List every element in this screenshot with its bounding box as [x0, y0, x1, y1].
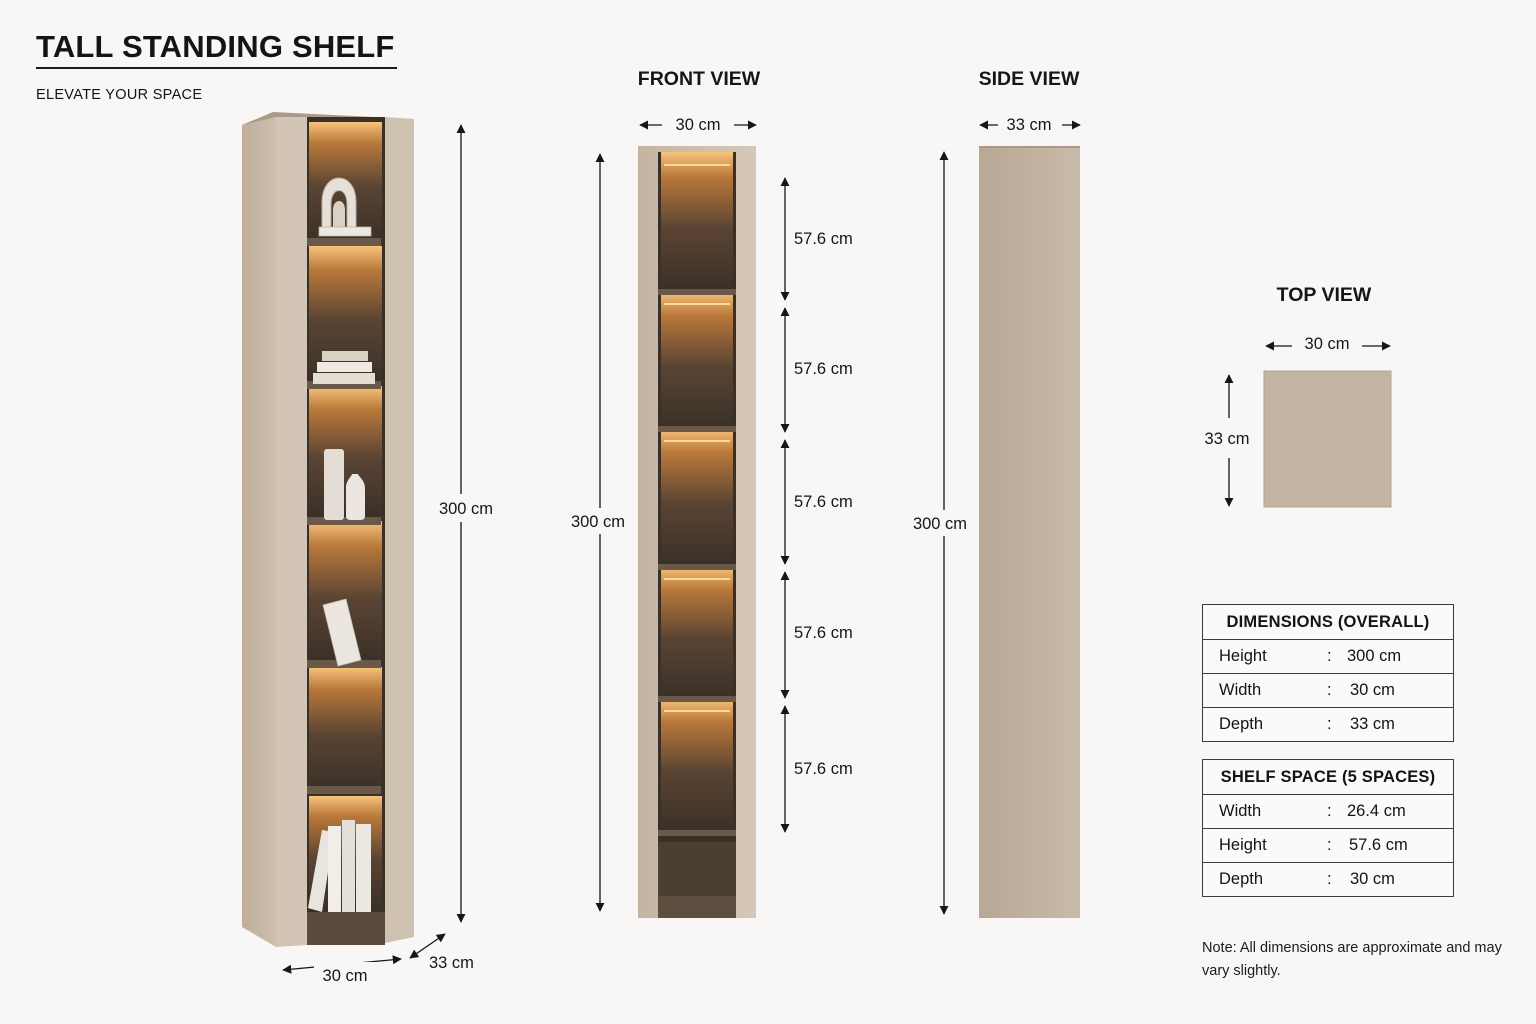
row-label: Depth [1219, 715, 1264, 733]
front-shelf-board-1 [658, 289, 736, 295]
front-led-strip [664, 164, 730, 166]
shelf-right-frame [385, 117, 414, 943]
row-value: 30 cm [1350, 681, 1395, 699]
row-separator: : [1327, 836, 1332, 854]
shelf-left-frame [276, 117, 307, 947]
disclaimer-note: Note: All dimensions are approximate and may vary slightly. [1202, 940, 1502, 979]
front-view-title: FRONT VIEW [637, 68, 761, 90]
perspective-shelf-board-1 [307, 238, 381, 246]
front-bays [658, 152, 736, 836]
front-height-label: 300 cm [570, 513, 626, 531]
table-row [1203, 708, 1453, 741]
row-separator: : [1327, 647, 1332, 665]
table-row [1203, 863, 1453, 896]
shelf-base [307, 912, 385, 945]
row-value: 33 cm [1350, 715, 1395, 733]
shelf-side-panel [242, 117, 276, 947]
table-row [1203, 795, 1453, 829]
top-plan [1264, 371, 1391, 507]
perspective-view [242, 112, 502, 986]
front-led-strip [664, 303, 730, 305]
side-view-title: SIDE VIEW [978, 68, 1080, 90]
perspective-bay-3 [309, 386, 382, 517]
front-width-label: 30 cm [675, 116, 721, 134]
perspective-bays [307, 122, 382, 910]
row-value: 300 cm [1347, 647, 1402, 665]
top-width-label: 30 cm [1304, 335, 1350, 353]
side-depth-label: 33 cm [1006, 116, 1052, 134]
row-label: Width [1219, 802, 1262, 820]
shelf-height-label-1: 57.6 cm [794, 230, 853, 248]
top-view [1205, 284, 1391, 507]
row-separator: : [1327, 870, 1332, 888]
shelf-height-label-3: 57.6 cm [794, 493, 853, 511]
front-shelf-board-2 [658, 426, 736, 432]
front-shelf-dimensions [785, 178, 853, 832]
row-separator: : [1327, 681, 1332, 699]
front-led-strip [664, 578, 730, 580]
perspective-shelf-board-5 [307, 786, 381, 794]
row-label: Depth [1219, 870, 1264, 888]
front-led-strip [664, 440, 730, 442]
perspective-bay-5 [309, 667, 382, 790]
front-bay-3 [661, 428, 733, 566]
table-row [1203, 674, 1453, 708]
front-shelf-board-3 [658, 564, 736, 570]
table-row [1203, 829, 1453, 863]
shelf-height-label-2: 57.6 cm [794, 360, 853, 378]
top-depth-label: 33 cm [1204, 430, 1250, 448]
front-bay-2 [661, 291, 733, 428]
shelf-space-table [1202, 759, 1454, 897]
side-view [906, 68, 1080, 918]
front-plinth [658, 896, 736, 918]
table-row [1203, 640, 1453, 674]
row-separator: : [1327, 715, 1332, 733]
row-value: 30 cm [1350, 870, 1395, 888]
row-separator: : [1327, 802, 1332, 820]
page-subtitle: ELEVATE YOUR SPACE [36, 87, 203, 103]
dimensions-table [1202, 604, 1454, 742]
perspective-depth-label: 33 cm [429, 954, 474, 972]
row-value: 26.4 cm [1347, 802, 1406, 820]
perspective-height-label: 300 cm [438, 500, 494, 518]
shelf-height-label-5: 57.6 cm [794, 760, 853, 778]
front-bay-4 [661, 566, 733, 698]
front-shelf-board-4 [658, 696, 736, 702]
front-bay-5 [661, 698, 733, 832]
row-label: Height [1219, 836, 1267, 854]
decor-stacked-books [313, 351, 375, 384]
perspective-shelf-board-3 [307, 517, 381, 525]
row-value: 57.6 cm [1349, 836, 1408, 854]
dimensions-table-title: DIMENSIONS (OVERALL) [1203, 605, 1453, 640]
side-height-label: 300 cm [912, 515, 968, 533]
front-led-strip [664, 710, 730, 712]
shelf-height-label-4: 57.6 cm [794, 624, 853, 642]
front-base [658, 842, 736, 896]
perspective-width-label: 30 cm [322, 967, 368, 985]
row-label: Height [1219, 647, 1267, 665]
front-bay-1 [661, 152, 733, 291]
page-title: TALL STANDING SHELF [36, 29, 395, 64]
front-shelf-board-5 [658, 830, 736, 836]
top-view-title: TOP VIEW [1276, 284, 1372, 306]
front-view [564, 68, 853, 918]
shelf-space-table-title: SHELF SPACE (5 SPACES) [1203, 760, 1453, 795]
row-label: Width [1219, 681, 1262, 699]
side-panel [979, 146, 1080, 918]
